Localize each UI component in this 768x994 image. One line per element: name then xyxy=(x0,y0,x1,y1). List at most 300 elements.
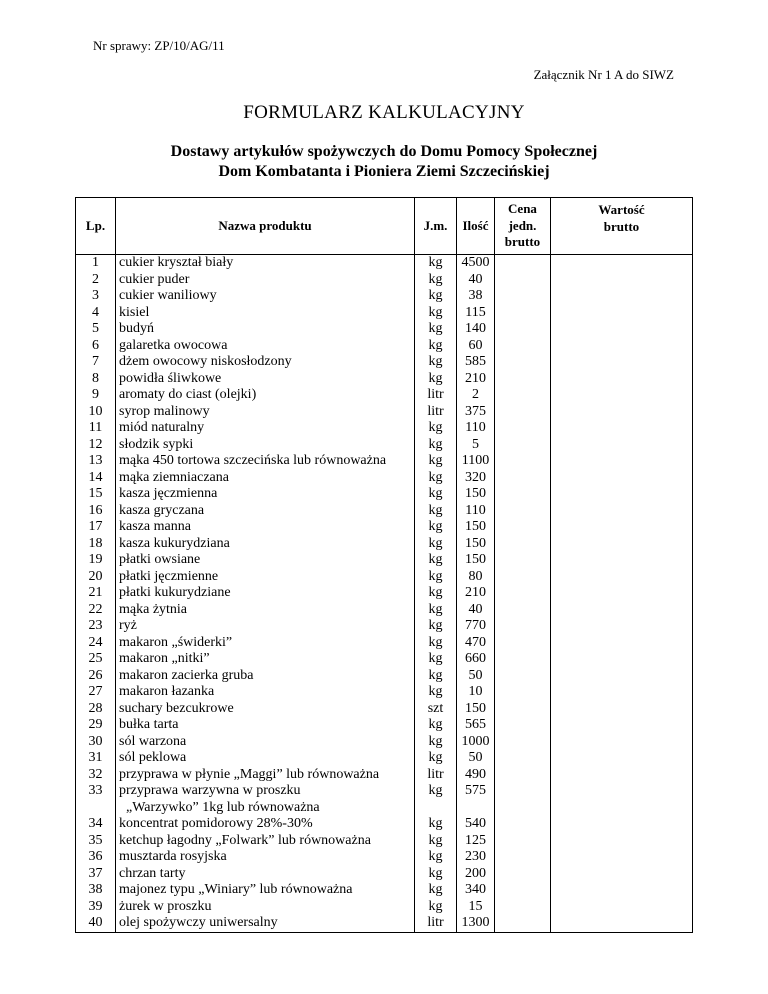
row-lp: 10 xyxy=(76,404,116,421)
row-product-name xyxy=(116,668,415,685)
col-lp-header: Lp. xyxy=(76,198,116,255)
product-name-line: przyprawa w płynie „Maggi” lub równoważna xyxy=(119,766,380,782)
row-product-name xyxy=(116,750,415,767)
row-unit-price-cell xyxy=(495,321,551,338)
row-value-cell xyxy=(551,635,693,652)
row-value-cell xyxy=(551,321,693,338)
row-quantity: 50 xyxy=(457,750,495,767)
row-quantity: 660 xyxy=(457,651,495,668)
row-unit-price-cell xyxy=(495,371,551,388)
row-quantity: 10 xyxy=(457,684,495,701)
row-quantity: 375 xyxy=(457,404,495,421)
row-quantity: 470 xyxy=(457,635,495,652)
table-row xyxy=(76,833,693,850)
row-product-name xyxy=(116,816,415,833)
row-value-cell xyxy=(551,453,693,470)
row-unit: kg xyxy=(415,371,457,388)
row-lp: 2 xyxy=(76,272,116,289)
row-unit-price-cell xyxy=(495,899,551,916)
row-unit: litr xyxy=(415,915,457,932)
row-unit: kg xyxy=(415,321,457,338)
row-lp: 13 xyxy=(76,453,116,470)
document-title: FORMULARZ KALKULACYJNY xyxy=(243,102,525,123)
row-lp: 26 xyxy=(76,668,116,685)
row-lp: 32 xyxy=(76,767,116,784)
table-row xyxy=(76,321,693,338)
row-product-name xyxy=(116,915,415,932)
table-row xyxy=(76,668,693,685)
row-product-name xyxy=(116,486,415,503)
row-unit-price-cell xyxy=(495,651,551,668)
row-product-name xyxy=(116,602,415,619)
row-product-name xyxy=(116,321,415,338)
table-row xyxy=(76,354,693,371)
row-value-cell xyxy=(551,849,693,866)
row-quantity: 210 xyxy=(457,371,495,388)
product-name-line: olej spożywczy uniwersalny xyxy=(119,915,278,930)
table-row xyxy=(76,305,693,322)
row-lp: 8 xyxy=(76,371,116,388)
row-product-name xyxy=(116,899,415,916)
product-name-line: makaron zacierka gruba xyxy=(119,667,254,683)
row-unit-price-cell xyxy=(495,305,551,322)
row-value-cell xyxy=(551,618,693,635)
row-product-name xyxy=(116,552,415,569)
row-unit: kg xyxy=(415,255,457,272)
row-lp: 7 xyxy=(76,354,116,371)
row-unit-price-cell xyxy=(495,783,551,816)
row-unit-price-cell xyxy=(495,536,551,553)
row-unit: kg xyxy=(415,783,457,816)
product-name-line: musztarda rosyjska xyxy=(119,849,227,864)
row-unit: kg xyxy=(415,354,457,371)
row-value-cell xyxy=(551,651,693,668)
row-lp: 6 xyxy=(76,338,116,355)
row-quantity: 770 xyxy=(457,618,495,635)
row-quantity: 585 xyxy=(457,354,495,371)
row-product-name xyxy=(116,701,415,718)
row-unit-price-cell xyxy=(495,503,551,520)
row-value-cell xyxy=(551,305,693,322)
row-product-name xyxy=(116,420,415,437)
row-unit-price-cell xyxy=(495,486,551,503)
row-lp: 30 xyxy=(76,734,116,751)
col-value-header xyxy=(551,198,693,255)
product-name-line: mąka ziemniaczana xyxy=(119,469,229,485)
row-lp: 25 xyxy=(76,651,116,668)
row-unit-price-cell xyxy=(495,404,551,421)
row-quantity: 150 xyxy=(457,486,495,503)
row-unit: kg xyxy=(415,536,457,553)
row-unit: kg xyxy=(415,684,457,701)
row-product-name xyxy=(116,305,415,322)
row-product-name xyxy=(116,387,415,404)
col-value-l1: Wartość xyxy=(598,202,645,217)
product-name-line: powidła śliwkowe xyxy=(119,370,222,386)
row-unit-price-cell xyxy=(495,668,551,685)
product-name-line: makaron łazanka xyxy=(119,684,215,699)
table-row xyxy=(76,585,693,602)
row-unit-price-cell xyxy=(495,701,551,718)
row-value-cell xyxy=(551,272,693,289)
row-product-name xyxy=(116,536,415,553)
row-lp: 14 xyxy=(76,470,116,487)
row-product-name xyxy=(116,849,415,866)
row-unit-price-cell xyxy=(495,338,551,355)
row-value-cell xyxy=(551,734,693,751)
row-product-name xyxy=(116,354,415,371)
table-row xyxy=(76,404,693,421)
row-product-name xyxy=(116,684,415,701)
row-value-cell xyxy=(551,866,693,883)
row-unit-price-cell xyxy=(495,288,551,305)
product-name-line: suchary bezcukrowe xyxy=(119,700,234,716)
row-quantity: 1100 xyxy=(457,453,495,470)
table-row xyxy=(76,701,693,718)
table-row xyxy=(76,684,693,701)
row-product-name xyxy=(116,453,415,470)
table-row xyxy=(76,816,693,833)
row-quantity: 540 xyxy=(457,816,495,833)
row-unit-price-cell xyxy=(495,684,551,701)
row-unit-price-cell xyxy=(495,585,551,602)
row-unit-price-cell xyxy=(495,750,551,767)
product-name-line: ketchup łagodny „Folwark” lub równoważna xyxy=(119,832,371,848)
row-quantity: 15 xyxy=(457,899,495,916)
row-unit: kg xyxy=(415,470,457,487)
row-quantity: 140 xyxy=(457,321,495,338)
row-value-cell xyxy=(551,783,693,816)
row-value-cell xyxy=(551,585,693,602)
product-name-line: kasza gryczana xyxy=(119,502,205,518)
product-name-line: słodzik sypki xyxy=(119,436,194,452)
row-value-cell xyxy=(551,470,693,487)
row-lp: 9 xyxy=(76,387,116,404)
row-unit: kg xyxy=(415,618,457,635)
row-unit-price-cell xyxy=(495,569,551,586)
row-product-name xyxy=(116,717,415,734)
row-unit-price-cell xyxy=(495,470,551,487)
row-quantity: 2 xyxy=(457,387,495,404)
row-unit-price-cell xyxy=(495,816,551,833)
row-lp: 29 xyxy=(76,717,116,734)
row-quantity: 1300 xyxy=(457,915,495,932)
product-name-line: budyń xyxy=(119,321,154,336)
product-name-line: cukier puder xyxy=(119,271,190,287)
row-unit: kg xyxy=(415,503,457,520)
row-product-name xyxy=(116,338,415,355)
row-quantity: 40 xyxy=(457,272,495,289)
document-subtitle xyxy=(0,142,768,182)
row-lp: 18 xyxy=(76,536,116,553)
row-unit-price-cell xyxy=(495,552,551,569)
row-unit: kg xyxy=(415,288,457,305)
row-product-name xyxy=(116,866,415,883)
row-unit: kg xyxy=(415,635,457,652)
row-value-cell xyxy=(551,750,693,767)
table-row xyxy=(76,569,693,586)
product-name-line: płatki owsiane xyxy=(119,552,201,567)
row-lp: 4 xyxy=(76,305,116,322)
product-name-line: płatki kukurydziane xyxy=(119,585,231,600)
product-name-line: żurek w proszku xyxy=(119,898,212,914)
product-name-line: aromaty do ciast (olejki) xyxy=(119,387,257,402)
row-value-cell xyxy=(551,816,693,833)
row-unit-price-cell xyxy=(495,734,551,751)
row-lp: 15 xyxy=(76,486,116,503)
row-product-name xyxy=(116,404,415,421)
row-value-cell xyxy=(551,437,693,454)
row-quantity: 4500 xyxy=(457,255,495,272)
row-unit: kg xyxy=(415,585,457,602)
attachment-label: Załącznik Nr 1 A do SIWZ xyxy=(533,67,674,82)
row-unit: kg xyxy=(415,338,457,355)
table-row xyxy=(76,486,693,503)
col-unit-price-l2: jedn. xyxy=(508,217,537,233)
row-unit: kg xyxy=(415,849,457,866)
row-quantity: 110 xyxy=(457,503,495,520)
table-row xyxy=(76,470,693,487)
row-value-cell xyxy=(551,536,693,553)
row-value-cell xyxy=(551,915,693,932)
row-quantity: 110 xyxy=(457,420,495,437)
row-product-name xyxy=(116,519,415,536)
row-lp: 22 xyxy=(76,602,116,619)
row-product-name xyxy=(116,288,415,305)
row-lp: 11 xyxy=(76,420,116,437)
row-value-cell xyxy=(551,833,693,850)
row-product-name xyxy=(116,635,415,652)
row-product-name xyxy=(116,470,415,487)
table-row xyxy=(76,536,693,553)
row-lp: 34 xyxy=(76,816,116,833)
table-row xyxy=(76,651,693,668)
table-row xyxy=(76,635,693,652)
row-value-cell xyxy=(551,701,693,718)
product-name-line: sól peklowa xyxy=(119,750,187,765)
row-unit: kg xyxy=(415,272,457,289)
row-lp: 16 xyxy=(76,503,116,520)
row-unit-price-cell xyxy=(495,519,551,536)
row-unit: kg xyxy=(415,305,457,322)
product-name-line: kasza jęczmienna xyxy=(119,486,218,501)
row-lp: 5 xyxy=(76,321,116,338)
row-unit: kg xyxy=(415,420,457,437)
row-unit: kg xyxy=(415,734,457,751)
table-row xyxy=(76,255,693,272)
row-unit: kg xyxy=(415,833,457,850)
row-quantity: 40 xyxy=(457,602,495,619)
table-row xyxy=(76,618,693,635)
col-name-header: Nazwa produktu xyxy=(116,198,415,255)
row-unit-price-cell xyxy=(495,866,551,883)
row-unit-price-cell xyxy=(495,437,551,454)
table-row xyxy=(76,882,693,899)
row-unit: litr xyxy=(415,404,457,421)
row-quantity: 38 xyxy=(457,288,495,305)
row-value-cell xyxy=(551,882,693,899)
row-unit: kg xyxy=(415,552,457,569)
row-quantity: 150 xyxy=(457,701,495,718)
row-lp: 38 xyxy=(76,882,116,899)
row-unit: kg xyxy=(415,569,457,586)
row-unit: kg xyxy=(415,486,457,503)
row-product-name xyxy=(116,437,415,454)
calculation-table xyxy=(75,197,693,933)
product-name-line: przyprawa warzywna w proszku xyxy=(119,783,301,798)
product-name-line: sól warzona xyxy=(119,733,187,749)
table-row xyxy=(76,915,693,932)
row-value-cell xyxy=(551,717,693,734)
row-quantity: 200 xyxy=(457,866,495,883)
row-quantity: 115 xyxy=(457,305,495,322)
row-unit: kg xyxy=(415,866,457,883)
row-value-cell xyxy=(551,569,693,586)
row-lp: 39 xyxy=(76,899,116,916)
row-value-cell xyxy=(551,519,693,536)
table-row xyxy=(76,437,693,454)
table-row xyxy=(76,338,693,355)
table-row xyxy=(76,866,693,883)
row-quantity: 150 xyxy=(457,519,495,536)
table-row xyxy=(76,552,693,569)
row-product-name xyxy=(116,734,415,751)
row-unit-price-cell xyxy=(495,915,551,932)
row-quantity: 490 xyxy=(457,767,495,784)
table-row xyxy=(76,734,693,751)
row-quantity: 60 xyxy=(457,338,495,355)
row-lp: 37 xyxy=(76,866,116,883)
col-value-l2: brutto xyxy=(603,218,640,234)
row-lp: 24 xyxy=(76,635,116,652)
row-unit-price-cell xyxy=(495,255,551,272)
row-unit: szt xyxy=(415,701,457,718)
row-lp: 31 xyxy=(76,750,116,767)
row-quantity: 575 xyxy=(457,783,495,816)
table-row xyxy=(76,453,693,470)
product-name-line: płatki jęczmienne xyxy=(119,568,219,584)
row-unit: kg xyxy=(415,750,457,767)
row-unit-price-cell xyxy=(495,635,551,652)
case-number: Nr sprawy: ZP/10/AG/11 xyxy=(93,38,225,53)
row-unit: kg xyxy=(415,453,457,470)
row-lp: 12 xyxy=(76,437,116,454)
product-name-line: dżem owocowy niskosłodzony xyxy=(119,354,292,369)
row-value-cell xyxy=(551,668,693,685)
row-lp: 35 xyxy=(76,833,116,850)
row-product-name xyxy=(116,272,415,289)
row-value-cell xyxy=(551,602,693,619)
row-quantity: 230 xyxy=(457,849,495,866)
row-value-cell xyxy=(551,354,693,371)
row-value-cell xyxy=(551,552,693,569)
row-unit: kg xyxy=(415,717,457,734)
table-header-row xyxy=(76,198,693,255)
row-value-cell xyxy=(551,503,693,520)
row-unit: litr xyxy=(415,387,457,404)
row-quantity: 565 xyxy=(457,717,495,734)
table-row xyxy=(76,717,693,734)
product-name-line-2: „Warzywko” 1kg lub równoważna xyxy=(119,799,320,815)
row-product-name xyxy=(116,569,415,586)
row-unit: kg xyxy=(415,668,457,685)
row-quantity: 1000 xyxy=(457,734,495,751)
row-lp: 28 xyxy=(76,701,116,718)
product-name-line: kasza kukurydziana xyxy=(119,535,230,551)
col-unit-price-header xyxy=(495,198,551,255)
row-unit-price-cell xyxy=(495,420,551,437)
row-product-name xyxy=(116,651,415,668)
row-unit-price-cell xyxy=(495,387,551,404)
row-product-name xyxy=(116,618,415,635)
row-value-cell xyxy=(551,371,693,388)
row-quantity: 80 xyxy=(457,569,495,586)
row-unit-price-cell xyxy=(495,767,551,784)
subtitle-line-1: Dostawy artykułów spożywczych do Domu Pomocy Społecznej xyxy=(170,143,598,160)
row-value-cell xyxy=(551,684,693,701)
row-quantity: 150 xyxy=(457,536,495,553)
row-value-cell xyxy=(551,387,693,404)
row-lp: 3 xyxy=(76,288,116,305)
table-row xyxy=(76,420,693,437)
row-lp: 33 xyxy=(76,783,116,816)
product-name-line: makaron „świderki” xyxy=(119,634,233,650)
row-unit-price-cell xyxy=(495,833,551,850)
row-unit: kg xyxy=(415,437,457,454)
product-name-line: majonez typu „Winiary” lub równoważna xyxy=(119,882,353,897)
row-unit-price-cell xyxy=(495,849,551,866)
table-row xyxy=(76,519,693,536)
row-product-name xyxy=(116,585,415,602)
row-unit: kg xyxy=(415,651,457,668)
product-name-line: cukier waniliowy xyxy=(119,288,217,303)
row-quantity: 320 xyxy=(457,470,495,487)
table-row xyxy=(76,783,693,816)
table-row xyxy=(76,750,693,767)
row-unit: kg xyxy=(415,816,457,833)
table-row xyxy=(76,899,693,916)
product-name-line: cukier kryształ biały xyxy=(119,255,234,270)
product-name-line: makaron „nitki” xyxy=(119,651,210,666)
table-body xyxy=(76,255,693,933)
row-lp: 21 xyxy=(76,585,116,602)
row-unit-price-cell xyxy=(495,272,551,289)
product-name-line: chrzan tarty xyxy=(119,865,186,881)
row-product-name xyxy=(116,833,415,850)
row-product-name xyxy=(116,255,415,272)
product-name-line: bułka tarta xyxy=(119,717,179,732)
row-lp: 19 xyxy=(76,552,116,569)
row-value-cell xyxy=(551,288,693,305)
table-row xyxy=(76,767,693,784)
table-row xyxy=(76,371,693,388)
product-name-line: galaretka owocowa xyxy=(119,337,228,353)
row-lp: 40 xyxy=(76,915,116,932)
product-name-line: syrop malinowy xyxy=(119,403,210,419)
row-lp: 17 xyxy=(76,519,116,536)
col-unit-header: J.m. xyxy=(415,198,457,255)
subtitle-line-2: Dom Kombatanta i Pioniera Ziemi Szczecińskiej xyxy=(218,163,550,180)
product-name-line: mąka 450 tortowa szczecińska lub równoważna xyxy=(119,453,387,468)
row-quantity: 125 xyxy=(457,833,495,850)
row-quantity: 210 xyxy=(457,585,495,602)
row-product-name xyxy=(116,783,415,816)
row-unit: kg xyxy=(415,899,457,916)
row-value-cell xyxy=(551,767,693,784)
table-row xyxy=(76,272,693,289)
row-quantity: 150 xyxy=(457,552,495,569)
row-unit: litr xyxy=(415,767,457,784)
